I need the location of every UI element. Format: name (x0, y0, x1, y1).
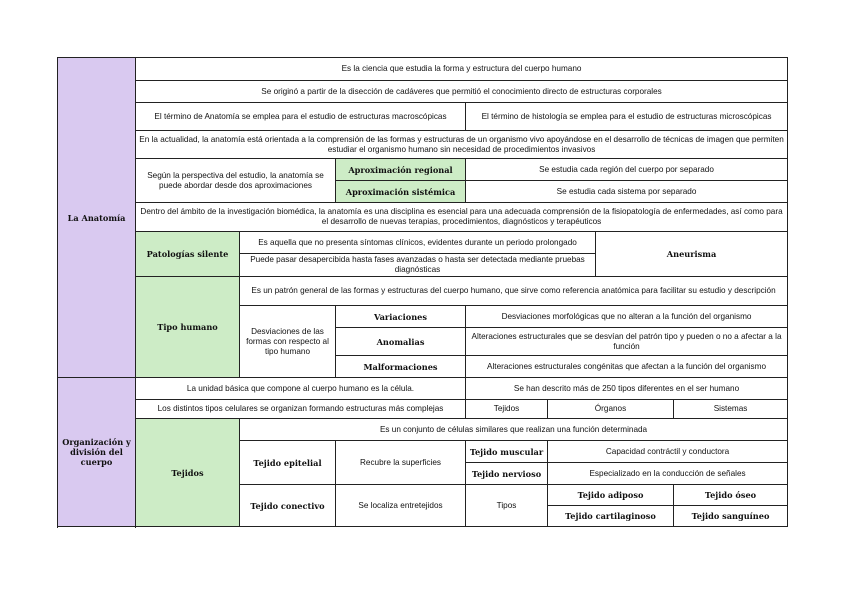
nivel-organos: Órganos (548, 400, 674, 419)
nivel-tejidos: Tejidos (466, 400, 548, 419)
aprox-sistemica-desc: Se estudia cada sistema por separado (466, 181, 788, 203)
tejido-conectivo-desc: Se localiza entretejidos (336, 485, 466, 527)
patologias-label: Patologías silente (136, 232, 240, 277)
malformaciones-desc: Alteraciones estructurales congénitas que afectan a la función del organismo (466, 356, 788, 378)
desviaciones-text: Desviaciones de las formas con respecto al tipo humano (240, 306, 336, 378)
tejido-adiposo: Tejido adiposo (548, 485, 674, 506)
variaciones-desc: Desviaciones morfológicas que no alteran a la función del organismo (466, 306, 788, 328)
tejido-sanguineo: Tejido sanguíneo (674, 506, 788, 527)
anatomia-origin: Se originó a partir de la disección de cadáveres que permitió el conocimiento directo de estructuras corporales (136, 81, 788, 103)
tejido-muscular-desc: Capacidad contráctil y conductora (548, 441, 788, 463)
patologias-desc-2: Puede pasar desapercibida hasta fases avanzadas o hasta ser detectada mediante pruebas diagnósticas (240, 254, 596, 277)
tipos-label: Tipos (466, 485, 548, 527)
tejido-oseo: Tejido óseo (674, 485, 788, 506)
tejido-nervioso-label: Tejido nervioso (466, 463, 548, 485)
tejido-nervioso-desc: Especializado en la conducción de señales (548, 463, 788, 485)
tejido-muscular-label: Tejido muscular (466, 441, 548, 463)
section-title-organizacion: Organización y división del cuerpo (58, 378, 136, 527)
term-anatomia: El término de Anatomía se emplea para el estudio de estructuras macroscópicas (136, 103, 466, 131)
tejido-conectivo-label: Tejido conectivo (240, 485, 336, 527)
anomalias-label: Anomalias (336, 328, 466, 356)
patologias-desc-1: Es aquella que no presenta síntomas clínicos, evidentes durante un periodo prolongado (240, 232, 596, 254)
aprox-sistemica-label: Aproximación sistémica (336, 181, 466, 203)
nivel-sistemas: Sistemas (674, 400, 788, 419)
investigacion-text: Dentro del ámbito de la investigación biomédica, la anatomía es una disciplina es esencial para una adecuada comprensión de la fisiopatología de enfermedades, así como para el desarrollo de nuevas terapias, procedimientos, diagnósticos y terapéuticos (136, 203, 788, 232)
tipos-celulares-text: Los distintos tipos celulares se organizan formando estructuras más complejas (136, 400, 466, 419)
tejido-epitelial-label: Tejido epitelial (240, 441, 336, 485)
anatomia-actualidad: En la actualidad, la anatomía está orientada a la comprensión de las formas y estructuras de un organismo vivo apoyándose en el desarrollo de técnicas de imagen que permiten estudiar el organismo humano sin necesidad de procedimientos invasivos (136, 131, 788, 159)
tipo-humano-desc: Es un patrón general de las formas y estructuras del cuerpo humano, que sirve como referencia anatómica para facilitar su estudio y descripción (240, 277, 788, 306)
aprox-regional-desc: Se estudia cada región del cuerpo por separado (466, 159, 788, 181)
unidad-basica-desc: Se han descrito más de 250 tipos diferentes en el ser humano (466, 378, 788, 400)
tipo-humano-label: Tipo humano (136, 277, 240, 378)
tejidos-definition: Es un conjunto de células similares que realizan una función determinada (240, 419, 788, 441)
section-title-anatomia: La Anatomía (58, 58, 136, 378)
tejidos-label: Tejidos (136, 419, 240, 527)
aprox-regional-label: Aproximación regional (336, 159, 466, 181)
unidad-basica-text: La unidad básica que compone al cuerpo humano es la célula. (136, 378, 466, 400)
summary-table (57, 57, 788, 527)
anomalias-desc: Alteraciones estructurales que se desvían del patrón tipo y pueden o no a afectar a la función (466, 328, 788, 356)
perspectiva-text: Según la perspectiva del estudio, la anatomía se puede abordar desde dos aproximaciones (136, 159, 336, 203)
malformaciones-label: Malformaciones (336, 356, 466, 378)
tejido-epitelial-desc: Recubre la superficies (336, 441, 466, 485)
anatomia-definition: Es la ciencia que estudia la forma y estructura del cuerpo humano (136, 58, 788, 81)
variaciones-label: Variaciones (336, 306, 466, 328)
aneurisma-label: Aneurisma (596, 232, 788, 277)
tejido-cartilaginoso: Tejido cartilaginoso (548, 506, 674, 527)
term-histologia: El término de histología se emplea para el estudio de estructuras microscópicas (466, 103, 788, 131)
